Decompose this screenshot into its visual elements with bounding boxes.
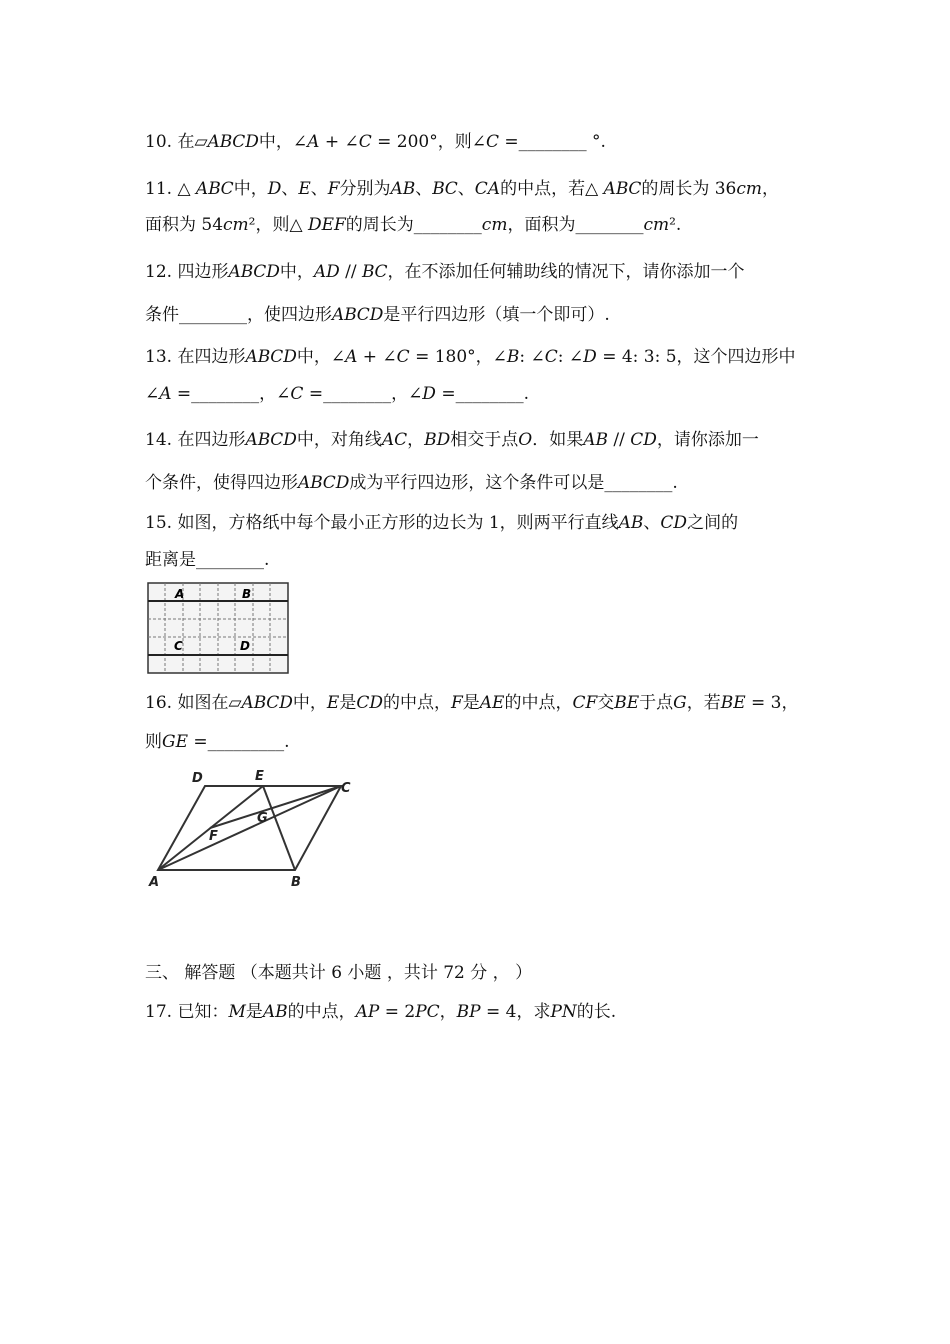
question-16-line-2: 则𝐺𝐸 =_________. <box>145 732 290 752</box>
question-17: 17. 已知：𝑀是𝐴𝐵的中点，𝐴𝑃 = 2𝑃𝐶，𝐵𝑃 = 4，求𝑃𝑁的长. <box>145 1002 617 1022</box>
grid-label-b: B <box>242 587 252 601</box>
question-14-line-2: 个条件，使得四边形𝐴𝐵𝐶𝐷成为平行四边形，这个条件可以是________. <box>145 473 678 493</box>
question-16-line-1: 16. 如图在▱𝐴𝐵𝐶𝐷中，𝐸是𝐶𝐷的中点，𝐹是𝐴𝐸的中点，𝐶𝐹交𝐵𝐸于点𝐺，若𝐵𝐸 = 3， <box>145 693 799 713</box>
grid-label-d: D <box>240 639 250 653</box>
question-12-line-2: 条件________，使四边形𝐴𝐵𝐶𝐷是平行四边形（填一个即可）. <box>145 305 610 325</box>
para-label-d: D <box>192 771 203 786</box>
grid-figure <box>145 580 291 676</box>
para-label-c: C <box>341 781 351 796</box>
question-13-line-2: ∠𝐴 =________，∠𝐶 =________，∠𝐷 =________. <box>145 384 529 404</box>
grid-label-c: C <box>174 639 183 653</box>
segment-be <box>263 786 295 870</box>
para-label-b: B <box>291 875 301 890</box>
question-10: 10. 在▱𝐴𝐵𝐶𝐷中，∠𝐴 + ∠𝐶 = 200°，则∠𝐶 =________ °. <box>145 132 606 152</box>
question-15-line-1: 15. 如图，方格纸中每个最小正方形的边长为 1，则两平行直线𝐴𝐵、𝐶𝐷之间的 <box>145 513 739 533</box>
question-11-line-2: 面积为 54𝑐𝑚²，则△ 𝐷𝐸𝐹的周长为________𝑐𝑚，面积为________𝑐𝑚². <box>145 215 682 235</box>
para-label-a: A <box>149 875 160 890</box>
question-15-line-2: 距离是________. <box>145 550 270 570</box>
parallelogram-figure <box>145 764 365 892</box>
question-13-line-1: 13. 在四边形𝐴𝐵𝐶𝐷中，∠𝐴 + ∠𝐶 = 180°，∠𝐵: ∠𝐶: ∠𝐷 = 4: 3: 5，这个四边形中 <box>145 347 796 367</box>
question-11-line-1: 11. △ 𝐴𝐵𝐶中，𝐷、𝐸、𝐹分别为𝐴𝐵、𝐵𝐶、𝐶𝐴的中点，若△ 𝐴𝐵𝐶的周长为 36𝑐𝑚， <box>145 179 780 199</box>
para-label-f: F <box>209 829 218 844</box>
question-12-line-1: 12. 四边形𝐴𝐵𝐶𝐷中，𝐴𝐷 // 𝐵𝐶，在不添加任何辅助线的情况下，请你添加一个 <box>145 262 745 282</box>
grid-label-a: A <box>175 587 185 601</box>
segment-ac <box>158 786 341 870</box>
section-3-heading: 三、 解答题 （本题共计 6 小题 ，共计 72 分 ， ） <box>145 963 533 983</box>
para-label-e: E <box>255 769 264 784</box>
question-14-line-1: 14. 在四边形𝐴𝐵𝐶𝐷中，对角线𝐴𝐶，𝐵𝐷相交于点𝑂．如果𝐴𝐵 // 𝐶𝐷，请你添加一 <box>145 430 759 450</box>
para-label-g: G <box>257 811 268 826</box>
